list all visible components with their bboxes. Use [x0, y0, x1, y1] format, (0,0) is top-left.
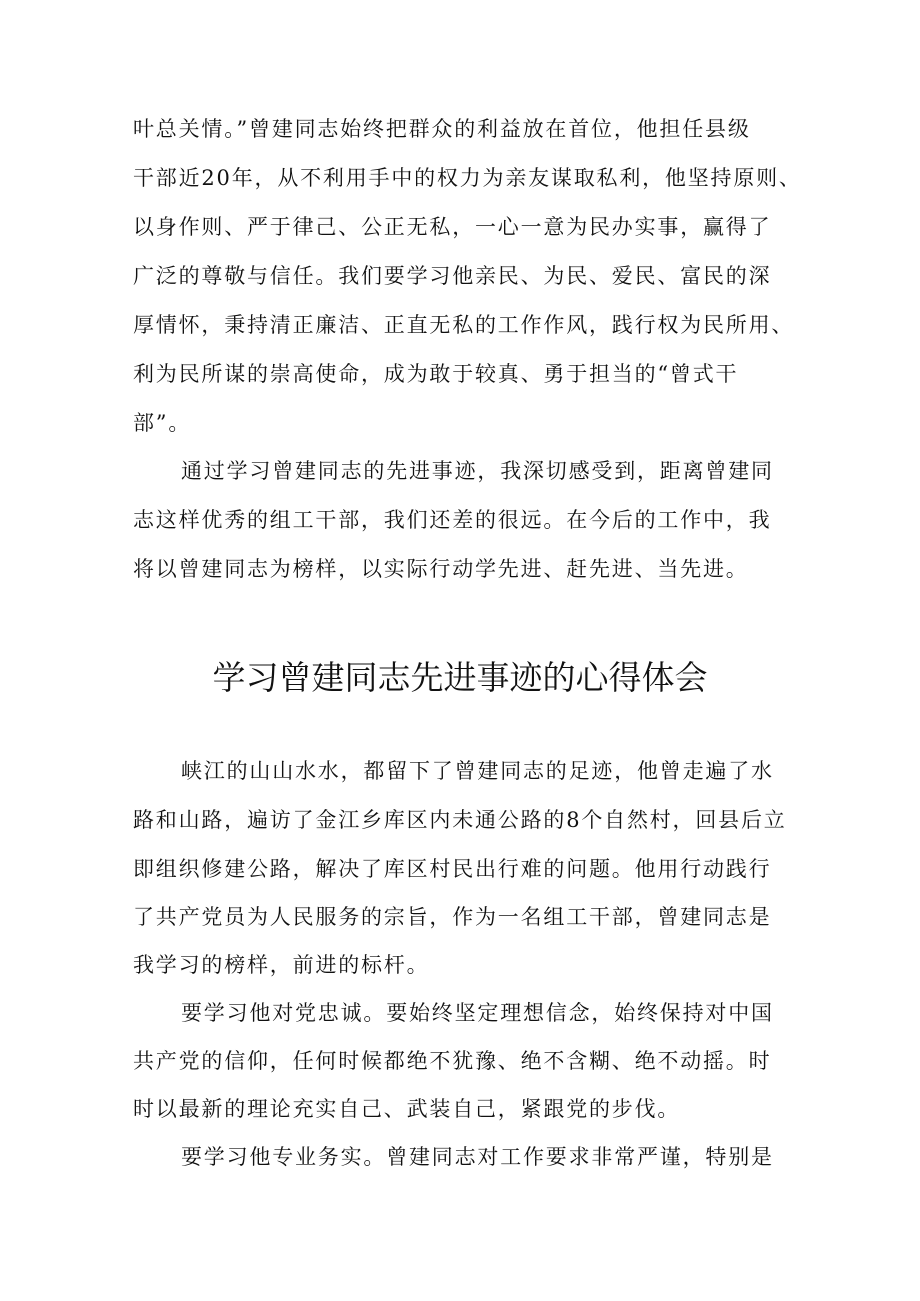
text-line: 志这样优秀的组工干部，我们还差的很远。在今后的工作中，我 [133, 508, 772, 532]
text-line: 通过学习曾建同志的先进事迹，我深切感受到，距离曾建同 [181, 459, 774, 483]
text-line: 要学习他专业务实。曾建同志对工作要求非常严谨，特别是 [181, 1145, 774, 1169]
text-line: 了共产党员为人民服务的宗旨，作为一名组工干部，曾建同志是 [133, 905, 772, 929]
text-line: 时以最新的理论充实自己、武装自己，紧跟党的步伐。 [133, 1097, 681, 1121]
text-line: 叶总关情。”曾建同志始终把群众的利益放在首位，他担任县级 [133, 117, 751, 141]
text-line: 以身作则、严于律己、公正无私，一心一意为民办实事，赢得了 [133, 215, 772, 239]
text-line: 即组织修建公路，解决了库区村民出行难的问题。他用行动践行 [133, 857, 772, 881]
text-line: 干部近20年，从不利用手中的权力为亲友谋取私利，他坚持原则、 [133, 166, 802, 190]
text-line: 广泛的尊敬与信任。我们要学习他亲民、为民、爱民、富民的深 [133, 264, 772, 288]
text-line: 路和山路，遍访了金江乡库区内未通公路的8个自然村，回县后立 [133, 808, 787, 832]
article-title: 学习曾建同志先进事迹的心得体会 [212, 658, 708, 697]
text-line: 将以曾建同志为榜样，以实际行动学先进、赶先进、当先进。 [133, 557, 749, 581]
text-line: 要学习他对党忠诚。要始终坚定理想信念，始终保持对中国 [181, 1001, 774, 1025]
text-line: 厚情怀，秉持清正廉洁、正直无私的工作作风，践行权为民所用、 [133, 313, 795, 337]
text-line: 共产党的信仰，任何时候都绝不犹豫、绝不含糊、绝不动摇。时 [133, 1049, 772, 1073]
text-line: 部”。 [133, 411, 192, 435]
text-line: 峡江的山山水水，都留下了曾建同志的足迹，他曾走遍了水 [181, 759, 774, 783]
text-line: 我学习的榜样，前进的标杆。 [133, 953, 430, 977]
text-line: 利为民所谋的崇高使命，成为敢于较真、勇于担当的“曾式干 [133, 362, 739, 386]
